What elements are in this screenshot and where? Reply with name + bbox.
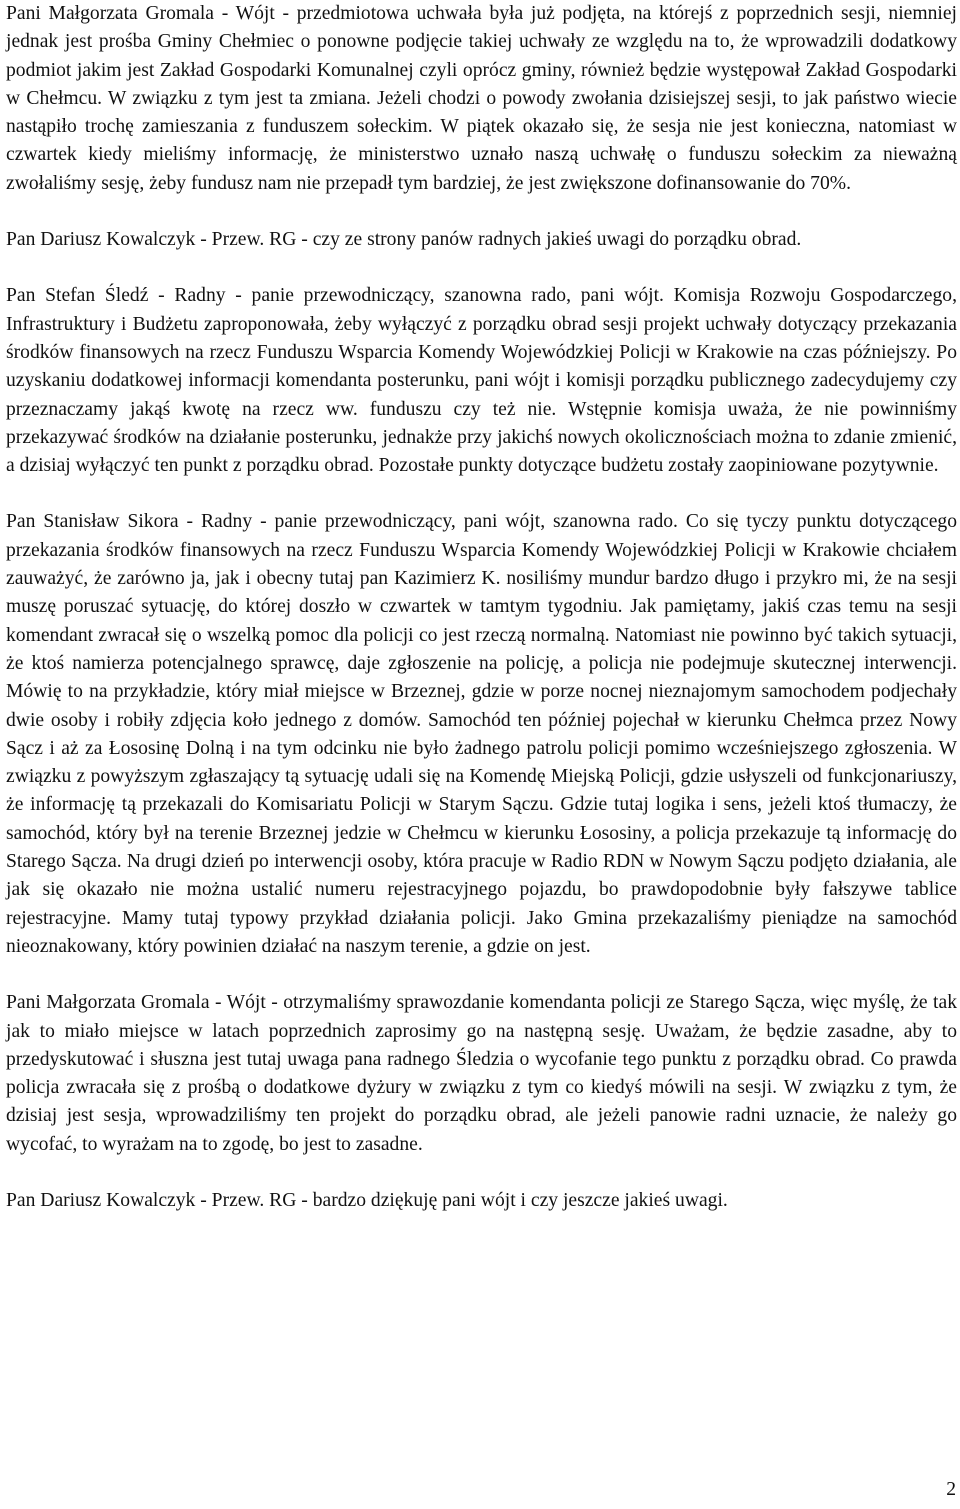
document-page [6,0,957,1215]
paragraph-gromala-2: Pani Małgorzata Gromala - Wójt - otrzymaliśmy sprawozdanie komendanta policji ze Starego Sącza, więc myślę, że tak jak to miało miejsce w latach poprzednich zaprosimy go na następną sesję. Uważam, że będzie zasadne, aby to przedyskutować i słuszna jest tutaj uwaga pana radnego Śledzia o wycofanie tego punktu z porządku obrad. Co prawda policja zwracała się z prośbą o dodatkowe dyżury w związku z tym co kiedyś mówili na sesji. W związku z tym, że dzisiaj jest sesja, wprowadziliśmy ten projekt do porządku obrad, ale jeżeli panowie radni uznacie, że należy go wycofać, to wyrażam na to zgodę, bo jest to zasadne. [6,992,957,1155]
paragraph-kowalczyk-2: Pan Dariusz Kowalczyk - Przew. RG - bardzo dziękuję pani wójt i czy jeszcze jakieś uwagi. [6,1189,728,1211]
paragraph-sledz: Pan Stefan Śledź - Radny - panie przewodniczący, szanowna rado, pani wójt. Komisja Rozwoju Gospodarczego, Infrastruktury i Budżetu zaproponowała, żeby wyłączyć z porządku obrad sesji projekt uchwały dotyczący przekazania środków finansowych na rzecz Funduszu Wsparcia Komendy Wojewódzkiej Policji w Krakowie na czas późniejszy. Po uzyskaniu dodatkowej informacji komendanta posterunku, pani wójt i komisji porządku publicznego zadecydujemy czy przeznaczamy jakąś kwotę na rzecz ww. funduszu czy też nie. Wstępnie komisja uważa, że nie powinniśmy przekazywać środków na działanie posterunku, jednakże przy jakichś nowych okolicznościach można to zdanie zmienić, a dzisiaj wyłączyć ten punkt z porządku obrad. Pozostałe punkty dotyczące budżetu zostały zaopiniowane pozytywnie. [6,285,957,477]
paragraph-gromala-1: Pani Małgorzata Gromala - Wójt - przedmiotowa uchwała była już podjęta, na którejś z poprzednich sesji, niemniej jednak jest prośba Gminy Chełmiec o ponowne podjęcie takiej uchwały ze względu na to, że wprowadzili dodatkowy podmiot jakim jest Zakład Gospodarki Komunalnej czyli oprócz gminy, również będzie występował Zakład Gospodarki w Chełmcu. W związku z tym jest ta zmiana. Jeżeli chodzi o powody zwołania dzisiejszej sesji, to jak państwo wiecie nastąpiło trochę zamieszania z funduszem sołeckim. W piątek okazało się, że sesja nie jest konieczna, natomiast w czwartek kiedy mieliśmy informację, że ministerstwo uznało naszą uchwałę o funduszu sołeckim za nieważną zwołaliśmy sesję, żeby fundusz nam nie przepadł tym bardziej, że jest zwiększone dofinansowanie do 70%. [6,3,957,194]
paragraph-spacer [6,198,957,226]
paragraph-spacer [6,480,957,508]
page-number: 2 [946,1479,956,1500]
paragraph-spacer [6,961,957,989]
paragraph-sikora: Pan Stanisław Sikora - Radny - panie przewodniczący, pani wójt, szanowna rado. Co się tyczy punktu dotyczącego przekazania środków finansowych na rzecz Funduszu Wsparcia Komendy Wojewódzkiej Policji w Krakowie chciałem zauważyć, że zarówno ja, jak i obecny tutaj pan Kazimierz K. nosiliśmy mundur bardzo długo i przykro mi, że na sesji muszę poruszać sytuację, do której doszło w czwartek w tamtym tygodniu. Jak pamiętamy, jakiś czas temu na sesji komendant zwracał się o wszelką pomoc dla policji co jest rzeczą normalną. Natomiast nie powinno być takich sytuacji, że ktoś namierza potencjalnego sprawcę, daje zgłoszenie na policję, a policja nie podejmuje skutecznej interwencji. Mówię to na przykładzie, który miał miejsce w Brzeznej, gdzie w porze nocnej nieznajomym samochodem podjechały dwie osoby i robiły zdjęcia koło jednego z domów. Samochód ten później pojechał w kierunku Chełmca przez Nowy Sącz i aż za Łososinę Dolną i na tym odcinku nie było żadnego patrolu policji pomimo wcześniejszego zgłoszenia. W związku z powyższym zgłaszający tą sytuację udali się na Komendę Miejską Policji, gdzie usłyszeli od funkcjonariuszy, że informację tą przekazali do Komisariatu Policji w Starym Sączu. Gdzie tutaj logika i sens, jeżeli ktoś tłumaczy, że samochód, który był na terenie Brzeznej jedzie w Chełmcu w kierunku Łososiny, a policja przekazuje tą informację do Starego Sącza. Na drugi dzień po interwencji osoby, która pracuje w Radio RDN w Nowym Sączu podjęto działania, ale jak się okazało nie można ustalić numeru rejestracyjnego pojazdu, bo prawdopodobnie były fałszywe tablice rejestracyjne. Mamy tutaj typowy przykład działania policji. Jako Gmina przekazaliśmy pieniądze na samochód nieoznakowany, który powinien działać na naszym terenie, a gdzie on jest. [6,511,957,957]
paragraph-spacer [6,1159,957,1187]
paragraph-kowalczyk-1: Pan Dariusz Kowalczyk - Przew. RG - czy ze strony panów radnych jakieś uwagi do porządku obrad. [6,229,802,251]
paragraph-spacer [6,254,957,282]
